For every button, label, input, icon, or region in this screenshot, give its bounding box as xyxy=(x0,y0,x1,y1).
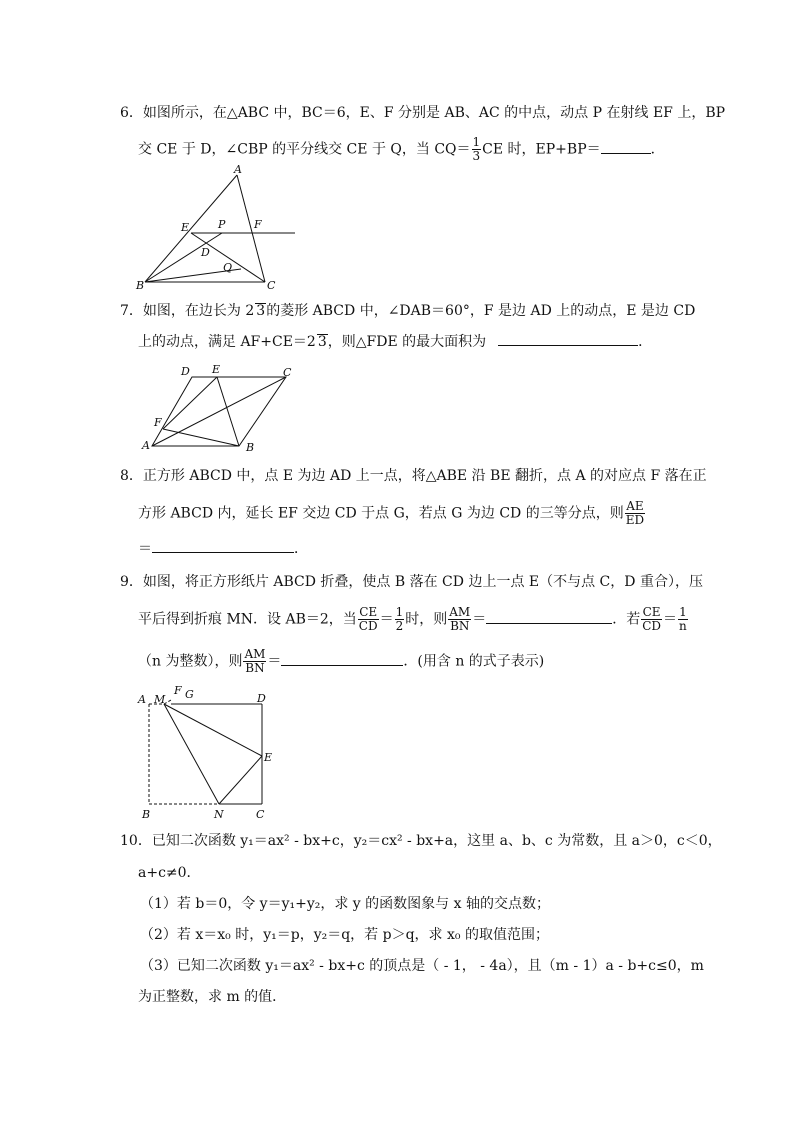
q9-fraction-6 xyxy=(243,648,266,675)
q9-text-3b: ＝ xyxy=(267,653,282,670)
q9-f1-den: CD xyxy=(358,619,378,633)
q10-text-1: 已知二次函数 y₁＝ax² - bx+c，y₂＝cx² - bx+a，这里 a、b、c 为常数，且 a＞0，c＜0， xyxy=(151,833,722,849)
q6-fraction xyxy=(472,136,482,163)
q9-line-1 xyxy=(120,573,703,591)
q9-label-e: E xyxy=(264,751,273,764)
q7-label-b: B xyxy=(246,441,255,454)
q10-part-3b-text: 为正整数，求 m 的值． xyxy=(138,989,287,1005)
q9-f3-den: BN xyxy=(450,619,470,633)
q9-label-g: G xyxy=(185,688,194,701)
q8-text-2: 方形 ABCD 内，延长 EF 交边 CD 于点 G，若点 G 为边 CD 的三等分点，则 xyxy=(138,505,624,522)
q6-line-1 xyxy=(120,104,725,122)
q10-part-3-cont xyxy=(138,988,286,1006)
q10-part-2 xyxy=(140,926,549,944)
q7-line-1 xyxy=(120,302,695,320)
q6-text-2a: 交 CE 于 D，∠CBP 的平分线交 CE 于 Q，当 CQ＝ xyxy=(138,141,471,158)
q6-text-2b: CE 时，EP+BP＝ xyxy=(482,141,601,158)
q10-part-3-text: （3）已知二次函数 y₁＝ax² - bx+c 的顶点是（ - 1， - 4a），且（m - 1）a - b+c≤0，m xyxy=(140,958,704,974)
q7-sqrt-1: 3 xyxy=(256,303,266,319)
q8-line-3 xyxy=(138,540,308,558)
q6-label-p: P xyxy=(218,218,226,231)
q10-number: 10． xyxy=(120,833,152,849)
q9-answer-blank-2[interactable] xyxy=(281,665,403,666)
q9-label-a: A xyxy=(138,693,146,706)
q9-f2-num: 1 xyxy=(395,605,404,619)
q9-text-2d: ＝ xyxy=(472,611,487,628)
q9-text-3c: ．(用含 n 的式子表示) xyxy=(403,653,545,670)
q9-text-2e: ．若 xyxy=(612,611,641,628)
q9-text-1: 如图，将正方形纸片 ABCD 折叠，使点 B 落在 CD 边上一点 E（不与点 C，D 重合），压 xyxy=(142,574,703,590)
q7-figure xyxy=(138,360,313,455)
q7-number: 7． xyxy=(120,303,143,319)
q8-end: ． xyxy=(294,541,308,557)
q9-text-2b: ＝ xyxy=(379,611,394,628)
q8-frac-num: AE xyxy=(626,499,644,513)
q8-frac-den: ED xyxy=(625,513,645,527)
q9-line-2 xyxy=(138,606,689,633)
q6-label-b: B xyxy=(136,279,145,292)
q6-label-q: Q xyxy=(223,261,233,274)
q6-label-d: D xyxy=(201,246,210,259)
q6-frac-num: 1 xyxy=(472,135,481,149)
q9-f5-den: n xyxy=(679,619,687,633)
q6-frac-den: 3 xyxy=(472,149,481,163)
q7-text-2a: 上的动点，满足 AF+CE＝2 xyxy=(138,334,316,350)
q10-part-1 xyxy=(140,895,550,913)
q10-line-1 xyxy=(120,832,722,850)
q6-text-1: 如图所示，在△ABC 中，BC＝6，E、F 分别是 AB、AC 的中点，动点 P 在射线 EF 上，BP xyxy=(142,105,726,121)
q6-number: 6． xyxy=(120,105,143,121)
q7-answer-blank[interactable] xyxy=(498,345,638,346)
q10-text-2: a+c≠0． xyxy=(138,865,201,881)
q9-text-2a: 平后得到折痕 MN．设 AB＝2，当 xyxy=(138,611,357,628)
q9-label-m: M xyxy=(154,693,166,706)
q9-label-n: N xyxy=(214,808,224,821)
q6-label-c: C xyxy=(267,279,276,292)
q9-line-3 xyxy=(138,648,544,675)
q9-label-f: F xyxy=(174,684,182,697)
q7-label-c: C xyxy=(283,366,292,379)
q8-line-2 xyxy=(138,500,646,527)
q9-f1-num: CE xyxy=(359,605,378,619)
q9-f5-num: 1 xyxy=(679,605,687,619)
q9-label-c: C xyxy=(256,808,265,821)
q9-fraction-3 xyxy=(448,606,471,633)
q9-text-2c: 时，则 xyxy=(405,611,448,628)
q9-label-d: D xyxy=(257,692,266,705)
q6-end: ． xyxy=(650,141,665,158)
q6-answer-blank[interactable] xyxy=(601,153,651,154)
q7-end: ． xyxy=(638,334,653,350)
q7-text-1a: 如图，在边长为 2 xyxy=(142,303,255,319)
q6-line-2 xyxy=(138,136,665,163)
q9-fraction-2 xyxy=(395,606,405,633)
q9-fraction-1 xyxy=(358,606,379,633)
q7-text-1b: 的菱形 ABCD 中，∠DAB＝60°，F 是边 AD 上的动点，E 是边 CD xyxy=(266,303,696,319)
q8-number: 8． xyxy=(120,468,143,484)
q7-text-2b: ，则△FDE 的最大面积为 xyxy=(327,334,487,350)
q6-label-e: E xyxy=(181,221,190,234)
q8-fraction xyxy=(625,500,645,527)
q9-fraction-4 xyxy=(641,606,662,633)
q8-line-1 xyxy=(120,467,707,485)
q10-part-1-text: （1）若 b＝0，令 y＝y₁+y₂，求 y 的函数图象与 x 轴的交点数； xyxy=(140,896,550,912)
q8-text-3: ＝ xyxy=(138,541,152,557)
q6-label-f: F xyxy=(254,218,262,231)
q9-f2-den: 2 xyxy=(395,619,404,633)
q8-answer-blank[interactable] xyxy=(152,552,294,553)
q9-f4-den: CD xyxy=(642,619,662,633)
q9-figure xyxy=(134,682,284,822)
q9-label-b: B xyxy=(142,808,151,821)
q9-text-3a: （n 为整数），则 xyxy=(138,653,243,670)
q9-number: 9． xyxy=(120,574,143,590)
q10-part-2-text: （2）若 x＝x₀ 时，y₁＝p，y₂＝q，若 p＞q，求 x₀ 的取值范围； xyxy=(140,927,549,943)
q7-label-f: F xyxy=(154,416,162,429)
q7-label-e: E xyxy=(212,363,221,376)
q7-label-a: A xyxy=(142,439,150,452)
q8-text-1: 正方形 ABCD 中，点 E 为边 AD 上一点，将△ABE 沿 BE 翻折，点 A 的对应点 F 落在正 xyxy=(142,468,707,484)
q7-label-d: D xyxy=(181,365,190,378)
q7-sqrt-2: 3 xyxy=(317,334,327,350)
q9-text-2g: ＝ xyxy=(663,611,678,628)
q6-label-a: A xyxy=(234,165,242,176)
q9-f6-num: AM xyxy=(244,647,266,661)
q7-line-2 xyxy=(138,333,652,351)
q10-part-3 xyxy=(140,957,704,975)
q9-f4-num: CE xyxy=(642,605,661,619)
q6-figure xyxy=(130,165,300,295)
q10-line-2 xyxy=(138,864,201,882)
q9-answer-blank-1[interactable] xyxy=(486,623,612,624)
q9-f6-den: BN xyxy=(245,661,265,675)
q9-f3-num: AM xyxy=(449,605,471,619)
q9-fraction-5 xyxy=(678,606,688,633)
